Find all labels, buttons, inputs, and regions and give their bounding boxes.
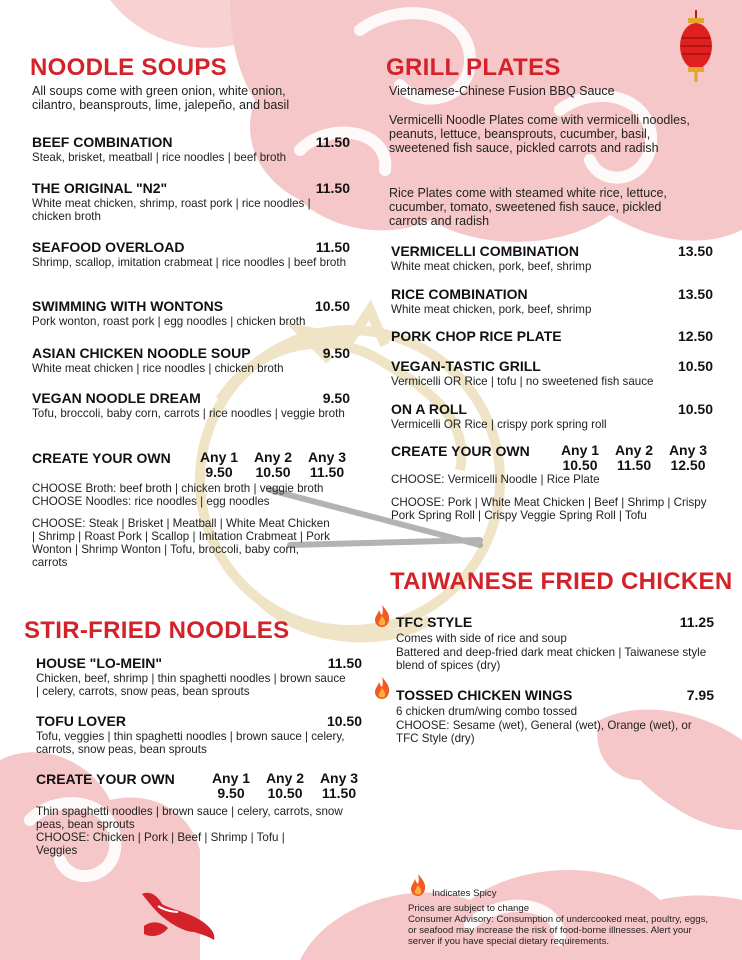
item-desc: White meat chicken | rice noodles | chicken broth	[32, 362, 284, 375]
flame-icon	[372, 604, 392, 628]
item-desc: Vermicelli OR Rice | crispy pork spring roll	[391, 418, 607, 431]
item-price: 10.50	[677, 401, 713, 417]
item-price: 11.25	[679, 614, 714, 630]
item-name: SEAFOOD OVERLOAD	[32, 239, 185, 255]
any-label: Any 1	[560, 442, 600, 458]
item-name: ASIAN CHICKEN NOODLE SOUP	[32, 345, 251, 361]
any-label: Any 3	[668, 442, 708, 458]
item-price: 11.50	[315, 180, 350, 196]
grill-plates-intro-rice: Rice Plates come with steamed white rice, lettuce, cucumber, tomato, sweetened fish sauce, pickled carrots and radish	[389, 186, 667, 228]
item-price: 13.50	[677, 286, 713, 302]
noodle-soups-title: NOODLE SOUPS	[30, 54, 227, 81]
cyo-label: CREATE YOUR OWN	[32, 450, 171, 466]
any-label: Any 2	[614, 442, 654, 458]
item-price: 7.95	[686, 687, 714, 703]
item-desc: 6 chicken drum/wing combo tossed	[396, 705, 578, 718]
koi-fish-icon	[138, 886, 220, 946]
any-price: 11.50	[321, 785, 357, 801]
any-label: Any 3	[307, 449, 347, 465]
any-label: Any 1	[211, 770, 251, 786]
item-price: 9.50	[322, 390, 350, 406]
cyo-choose-base: CHOOSE: Vermicelli Noodle | Rice Plate	[391, 473, 600, 486]
create-your-own-grill	[391, 443, 715, 522]
spicy-legend: Indicates Spicy	[432, 888, 497, 899]
item-name: SWIMMING WITH WONTONS	[32, 298, 224, 314]
menu-item	[391, 401, 713, 431]
menu-item	[391, 243, 713, 273]
menu-item	[396, 687, 714, 745]
item-desc: Tofu, veggies | thin spaghetti noodles | brown sauce | celery, carrots, snow peas, bean sprouts	[36, 730, 345, 756]
menu-item	[32, 239, 350, 269]
item-name: THE ORIGINAL "N2"	[32, 180, 168, 196]
stir-fried-title: STIR-FRIED NOODLES	[24, 617, 290, 644]
item-desc: Shrimp, scallop, imitation crabmeat | rice noodles | beef broth	[32, 256, 347, 269]
noodle-soups-intro: All soups come with green onion, white onion, cilantro, beansprouts, lime, jalepeño, and basil	[32, 84, 290, 112]
menu-item	[36, 713, 362, 756]
create-your-own-stir-fry	[36, 771, 366, 857]
item-name: VEGAN-TASTIC GRILL	[391, 358, 541, 374]
lantern-icon	[678, 10, 714, 82]
grill-plates-intro-vermicelli: Vermicelli Noodle Plates come with vermicelli noodles, peanuts, lettuce, beansprouts, cucumber, basil, sweetened fish sauce, pickled carrots and radish	[389, 113, 690, 155]
menu-item	[32, 390, 350, 420]
flame-icon	[372, 676, 392, 700]
menu-item	[391, 358, 713, 388]
cyo-choose-meat: CHOOSE: Steak | Brisket | Meatball | White Meat Chicken | Shrimp | Roast Pork | Scallop | Imitation Crabmeat | Pork Wonton | Shrimp Wonton | Tofu, broccoli, baby corn, carrots	[32, 517, 330, 569]
item-price: 11.50	[327, 655, 362, 671]
item-name: TOFU LOVER	[36, 713, 126, 729]
item-desc: Pork wonton, roast pork | egg noodles | chicken broth	[32, 315, 306, 328]
item-name: VERMICELLI COMBINATION	[391, 243, 579, 259]
item-name: ON A ROLL	[391, 401, 467, 417]
cyo-label: CREATE YOUR OWN	[36, 771, 175, 787]
any-price: 9.50	[205, 464, 233, 480]
item-price: 10.50	[326, 713, 362, 729]
any-price: 12.50	[670, 457, 706, 473]
item-desc: Vermicelli OR Rice | tofu | no sweetened fish sauce	[391, 375, 654, 388]
any-price: 10.50	[267, 785, 303, 801]
any-price: 9.50	[217, 785, 245, 801]
item-price: 11.50	[315, 239, 350, 255]
any-price: 11.50	[309, 464, 345, 480]
menu-item	[391, 286, 713, 316]
menu-item	[32, 345, 350, 375]
item-desc: Steak, brisket, meatball | rice noodles | beef broth	[32, 151, 287, 164]
item-name: HOUSE "LO-MEIN"	[36, 655, 163, 671]
item-price: 13.50	[677, 243, 713, 259]
menu-item	[396, 614, 714, 672]
footer-notes	[408, 903, 718, 947]
item-price: 12.50	[677, 328, 713, 344]
cyo-choose: CHOOSE: Chicken | Pork | Beef | Shrimp | Tofu | Veggies	[36, 831, 285, 857]
cyo-price-grid	[204, 771, 366, 801]
any-price: 11.50	[616, 457, 652, 473]
item-price: 10.50	[314, 298, 350, 314]
grill-plates-subtitle: Vietnamese-Chinese Fusion BBQ Sauce	[389, 84, 615, 98]
menu-item	[32, 298, 350, 328]
item-desc: CHOOSE: Sesame (wet), General (wet), Orange (wet), or TFC Style (dry)	[396, 719, 692, 745]
cyo-price-grid	[192, 450, 354, 480]
any-price: 10.50	[562, 457, 598, 473]
menu-item	[36, 655, 362, 698]
cyo-choose-broth: CHOOSE Broth: beef broth | chicken broth | veggie broth	[32, 482, 324, 495]
consumer-advisory: Consumer Advisory: Consumption of undercooked meat, poultry, eggs, or seafood may increase the risk of food-borne illnesses. Alert your server if you have special dietary requirements.	[408, 914, 709, 947]
item-name: TOSSED CHICKEN WINGS	[396, 687, 573, 703]
any-price: 10.50	[255, 464, 291, 480]
any-label: Any 2	[253, 449, 293, 465]
item-desc: Comes with side of rice and soup	[396, 632, 567, 645]
cyo-choose-noodles: CHOOSE Noodles: rice noodles | egg noodles	[32, 495, 270, 508]
cyo-label: CREATE YOUR OWN	[391, 443, 530, 459]
any-label: Any 3	[319, 770, 359, 786]
cyo-price-grid	[553, 443, 715, 473]
item-desc: Battered and deep-fried dark meat chicken | Taiwanese style blend of spices (dry)	[396, 646, 707, 672]
item-desc: Tofu, broccoli, baby corn, carrots | rice noodles | veggie broth	[32, 407, 345, 420]
any-label: Any 2	[265, 770, 305, 786]
flame-icon	[408, 873, 428, 897]
cyo-choose-meat: CHOOSE: Pork | White Meat Chicken | Beef | Shrimp | Crispy Pork Spring Roll | Crispy Veggie Spring Roll | Tofu	[391, 496, 707, 522]
item-name: BEEF COMBINATION	[32, 134, 173, 150]
grill-plates-title: GRILL PLATES	[386, 54, 561, 81]
menu-item	[391, 328, 713, 344]
menu-item	[32, 134, 350, 164]
item-name: TFC STYLE	[396, 614, 473, 630]
menu-item	[32, 180, 350, 223]
item-name: VEGAN NOODLE DREAM	[32, 390, 201, 406]
create-your-own-soup	[32, 450, 354, 569]
any-label: Any 1	[199, 449, 239, 465]
item-desc: White meat chicken, pork, beef, shrimp	[391, 260, 592, 273]
price-notice: Prices are subject to change	[408, 903, 530, 914]
item-price: 9.50	[322, 345, 350, 361]
item-price: 10.50	[677, 358, 713, 374]
cyo-desc: Thin spaghetti noodles | brown sauce | celery, carrots, snow peas, bean sprouts	[36, 805, 343, 831]
item-desc: White meat chicken, shrimp, roast pork | rice noodles | chicken broth	[32, 197, 311, 223]
item-name: PORK CHOP RICE PLATE	[391, 328, 562, 344]
item-desc: Chicken, beef, shrimp | thin spaghetti noodles | brown sauce | celery, carrots, snow peas, bean sprouts	[36, 672, 346, 698]
item-name: RICE COMBINATION	[391, 286, 528, 302]
taiwanese-title: TAIWANESE FRIED CHICKEN	[390, 568, 733, 595]
item-desc: White meat chicken, pork, beef, shrimp	[391, 303, 592, 316]
item-price: 11.50	[315, 134, 350, 150]
